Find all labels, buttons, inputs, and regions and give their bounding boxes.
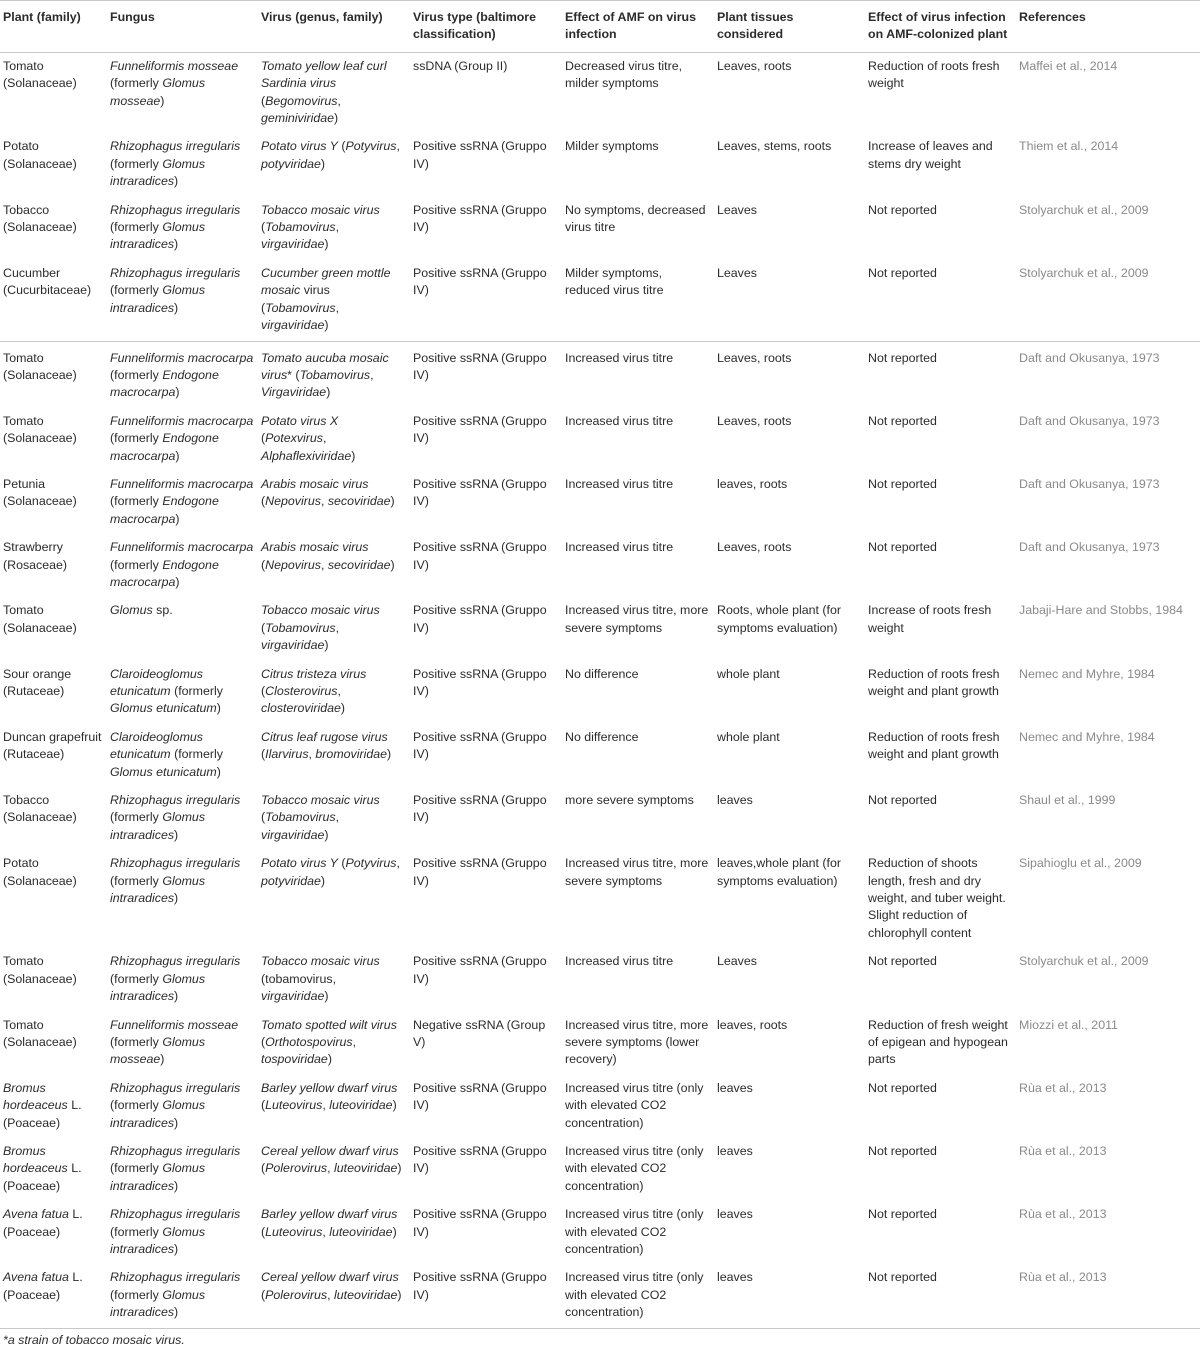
cell-plant: Tomato (Solanaceae) xyxy=(0,341,107,408)
cell-virus: Arabis mosaic virus (Nepovirus, secoviridae) xyxy=(261,540,395,572)
cell-effect-virus: Not reported xyxy=(868,954,937,969)
cell-virus: Tomato aucuba mosaic virus* (Tobamovirus, Virgaviridae) xyxy=(258,341,410,408)
cell-reference: Stolyarchuk et al., 2009 xyxy=(1019,265,1149,280)
table-row xyxy=(0,341,1200,408)
cell-plant: Tomato (Solanaceae) xyxy=(3,58,77,91)
cell-plant: Avena fatua L. (Poaceae) xyxy=(3,1207,83,1239)
cell-reference: Rùa et al., 2013 xyxy=(1019,1143,1107,1158)
cell-fungus: Glomus sp. xyxy=(110,603,173,618)
cell-virus: Potato virus X (Potexvirus, Alphaflexiviridae) xyxy=(261,413,356,463)
cell-effect-virus: Reduction of roots fresh weight and plant growth xyxy=(868,729,1000,762)
cell-effect-virus: Not reported xyxy=(868,1143,937,1158)
cell-plant: Sour orange (Rutaceae) xyxy=(3,666,72,698)
table-row xyxy=(0,471,1200,534)
table-row xyxy=(0,260,1200,341)
cell-virus-type: Positive ssRNA (Gruppo IV) xyxy=(413,954,547,986)
cell-virus: Tomato yellow leaf curl Sardinia virus (Begomovirus, geminiviridae) xyxy=(261,58,387,126)
cell-virus: Tobacco mosaic virus (tobamovirus, virgaviridae) xyxy=(261,954,380,1004)
cell-effect-amf: Increased virus titre xyxy=(565,540,674,555)
cell-virus: Arabis mosaic virus (Nepovirus, secoviridae) xyxy=(261,476,395,509)
cell-plant: Tomato (Solanaceae) xyxy=(3,1017,77,1049)
cell-fungus: Funneliformis macrocarpa (formerly Endogone macrocarpa) xyxy=(107,341,258,408)
cell-reference: Maffei et al., 2014 xyxy=(1019,58,1118,73)
cell-reference: Miozzi et al., 2011 xyxy=(1019,1017,1118,1032)
table-row xyxy=(0,534,1200,597)
cell-reference: Daft and Okusanya, 1973 xyxy=(1019,413,1160,428)
cell-reference: Stolyarchuk et al., 2009 xyxy=(1019,954,1149,969)
cell-virus-type: Positive ssRNA (Gruppo IV) xyxy=(413,1207,547,1239)
cell-virus: Tobacco mosaic virus (Tobamovirus, virgaviridae) xyxy=(261,202,380,252)
cell-reference: Daft and Okusanya, 1973 xyxy=(1019,540,1160,555)
cell-effect-amf: No difference xyxy=(565,729,639,744)
cell-tissues: whole plant xyxy=(717,729,780,744)
cell-virus-type: Positive ssRNA (Gruppo IV) xyxy=(413,793,547,825)
cell-effect-virus: Increase of roots fresh weight xyxy=(868,603,992,635)
cell-tissues: Leaves, roots xyxy=(717,413,792,428)
cell-effect-virus: Not reported xyxy=(868,476,937,491)
cell-plant: Petunia (Solanaceae) xyxy=(3,476,77,509)
cell-virus-type: Positive ssRNA (Gruppo IV) xyxy=(410,341,562,408)
table-row xyxy=(0,1075,1200,1138)
cell-virus-type: Positive ssRNA (Gruppo IV) xyxy=(413,476,547,509)
cell-virus: Citrus tristeza virus (Closterovirus, closteroviridae) xyxy=(261,666,367,716)
cell-tissues: Leaves xyxy=(717,265,757,280)
cell-plant: Bromus hordeaceus L. (Poaceae) xyxy=(3,1143,82,1193)
cell-reference: Sipahioglu et al., 2009 xyxy=(1019,856,1142,871)
cell-virus-type: Positive ssRNA (Gruppo IV) xyxy=(413,729,547,762)
cell-plant: Potato (Solanaceae) xyxy=(3,856,77,888)
cell-tissues: Leaves, roots xyxy=(714,341,865,408)
cell-tissues: leaves xyxy=(717,1080,753,1095)
cell-effect-amf: Decreased virus titre, milder symptoms xyxy=(565,58,683,91)
cell-fungus: Funneliformis macrocarpa (formerly Endogone macrocarpa) xyxy=(110,540,254,589)
cell-tissues: Leaves, stems, roots xyxy=(717,139,832,154)
table-row xyxy=(0,1138,1200,1201)
cell-fungus: Rhizophagus irregularis (formerly Glomus intraradices) xyxy=(110,1207,241,1256)
cell-virus: Barley yellow dwarf virus (Luteovirus, luteoviridae) xyxy=(261,1207,398,1239)
table-row xyxy=(0,408,1200,471)
cell-tissues: leaves, roots xyxy=(717,1017,788,1032)
cell-tissues: leaves, roots xyxy=(717,476,788,491)
cell-effect-amf: Milder symptoms xyxy=(565,139,659,154)
cell-reference: Rùa et al., 2013 xyxy=(1019,1080,1107,1095)
cell-effect-virus: Not reported xyxy=(868,1080,937,1095)
cell-plant: Cucumber (Cucurbitaceae) xyxy=(3,265,92,298)
cell-fungus: Funneliformis mosseae (formerly Glomus mosseae) xyxy=(110,1017,239,1067)
table-footnote: *a strain of tobacco mosaic virus. xyxy=(3,1332,185,1347)
cell-effect-amf: Increased virus titre xyxy=(565,954,674,969)
cell-effect-virus: Not reported xyxy=(868,1207,937,1222)
cell-plant: Tobacco (Solanaceae) xyxy=(3,793,77,825)
cell-tissues: Leaves xyxy=(717,202,757,217)
cell-reference: Thiem et al., 2014 xyxy=(1019,139,1119,154)
cell-virus: Cereal yellow dwarf virus (Polerovirus, luteoviridae) xyxy=(261,1143,402,1176)
cell-plant: Duncan grapefruit (Rutaceae) xyxy=(3,729,102,762)
table-row xyxy=(0,850,1200,948)
cell-virus-type: Positive ssRNA (Gruppo IV) xyxy=(413,603,547,635)
cell-effect-amf: Increased virus titre xyxy=(565,476,674,491)
table-row xyxy=(0,948,1200,1011)
cell-tissues: Roots, whole plant (for symptoms evaluation) xyxy=(717,603,841,635)
cell-effect-amf: Increased virus titre (only with elevated CO2 concentration) xyxy=(565,1080,704,1130)
table-row xyxy=(0,197,1200,260)
cell-virus: Cucumber green mottle mosaic virus (Tobamovirus, virgaviridae) xyxy=(261,265,391,333)
cell-effect-virus: Not reported xyxy=(865,341,1016,408)
cell-fungus: Rhizophagus irregularis (formerly Glomus intraradices) xyxy=(107,1264,258,1328)
cell-plant: Avena fatua L. (Poaceae) xyxy=(0,1264,107,1328)
cell-virus-type: Positive ssRNA (Gruppo IV) xyxy=(413,265,547,298)
cell-fungus: Claroideoglomus etunicatum (formerly Glomus etunicatum) xyxy=(110,729,223,779)
cell-effect-amf: Increased virus titre xyxy=(565,413,674,428)
cell-effect-virus: Not reported xyxy=(868,793,937,808)
cell-tissues: whole plant xyxy=(717,666,780,681)
cell-fungus: Funneliformis mosseae (formerly Glomus mosseae) xyxy=(110,58,239,108)
header-virus: Virus (genus, family) xyxy=(258,1,410,53)
cell-effect-amf: Increased virus titre (only with elevated CO2 concentration) xyxy=(562,1264,714,1328)
cell-reference: Nemec and Myhre, 1984 xyxy=(1019,729,1155,744)
cell-virus-type: Positive ssRNA (Gruppo IV) xyxy=(413,540,547,572)
cell-fungus: Rhizophagus irregularis (formerly Glomus intraradices) xyxy=(110,1143,241,1193)
table-row xyxy=(0,133,1200,196)
cell-effect-amf: No difference xyxy=(565,666,639,681)
cell-tissues: leaves xyxy=(714,1264,865,1328)
cell-effect-amf: Increased virus titre, more severe symptoms xyxy=(565,603,709,635)
cell-virus-type: Positive ssRNA (Gruppo IV) xyxy=(413,666,547,698)
header-tissues: Plant tissues considered xyxy=(714,1,865,53)
table-row xyxy=(0,52,1200,133)
cell-fungus: Rhizophagus irregularis (formerly Glomus intraradices) xyxy=(110,793,241,842)
cell-effect-amf: Increased virus titre, more severe symptoms (lower recovery) xyxy=(565,1017,709,1067)
cell-fungus: Claroideoglomus etunicatum (formerly Glomus etunicatum) xyxy=(110,666,223,716)
cell-reference: Rùa et al., 2013 xyxy=(1019,1207,1107,1222)
cell-effect-virus: Not reported xyxy=(865,1264,1016,1328)
cell-tissues: Leaves, roots xyxy=(717,540,792,555)
cell-virus: Citrus leaf rugose virus (Ilarvirus, bromoviridae) xyxy=(261,729,392,762)
cell-reference: Daft and Okusanya, 1973 xyxy=(1016,341,1200,408)
table-row xyxy=(0,1012,1200,1075)
cell-effect-virus: Not reported xyxy=(868,540,937,555)
cell-tissues: leaves xyxy=(717,1143,753,1158)
header-row xyxy=(0,1,1200,53)
cell-effect-virus: Not reported xyxy=(868,265,937,280)
header-references: References xyxy=(1016,1,1200,53)
cell-virus-type: ssDNA (Group II) xyxy=(413,58,508,73)
cell-fungus: Funneliformis macrocarpa (formerly Endogone macrocarpa) xyxy=(110,476,254,526)
cell-virus-type: Positive ssRNA (Gruppo IV) xyxy=(413,413,547,446)
cell-virus-type: Positive ssRNA (Gruppo IV) xyxy=(413,1080,547,1113)
cell-tissues: leaves xyxy=(717,793,753,808)
cell-effect-amf: Increased virus titre (only with elevated CO2 concentration) xyxy=(565,1207,704,1256)
cell-plant: Tomato (Solanaceae) xyxy=(3,603,77,635)
cell-plant: Tobacco (Solanaceae) xyxy=(3,202,77,235)
cell-reference: Nemec and Myhre, 1984 xyxy=(1019,666,1155,681)
table-row xyxy=(0,724,1200,787)
cell-effect-virus: Not reported xyxy=(868,413,937,428)
cell-virus-type: Positive ssRNA (Gruppo IV) xyxy=(410,1264,562,1328)
cell-virus: Cereal yellow dwarf virus (Polerovirus, luteoviridae) xyxy=(258,1264,410,1328)
cell-tissues: Leaves xyxy=(717,954,757,969)
cell-fungus: Rhizophagus irregularis (formerly Glomus intraradices) xyxy=(110,856,241,906)
table-row xyxy=(0,661,1200,724)
cell-effect-virus: Not reported xyxy=(868,202,937,217)
cell-reference: Rùa et al., 2013 xyxy=(1016,1264,1200,1328)
table-row xyxy=(0,597,1200,660)
cell-plant: Strawberry (Rosaceae) xyxy=(3,540,68,572)
cell-plant: Bromus hordeaceus L. (Poaceae) xyxy=(3,1080,82,1130)
cell-effect-amf: Increased virus titre xyxy=(562,341,714,408)
cell-reference: Stolyarchuk et al., 2009 xyxy=(1019,202,1149,217)
table-row xyxy=(0,1201,1200,1264)
cell-fungus: Rhizophagus irregularis (formerly Glomus intraradices) xyxy=(110,1080,241,1130)
header-plant: Plant (family) xyxy=(0,1,107,53)
cell-effect-virus: Reduction of shoots length, fresh and dry weight, and tuber weight. Slight reduction of chlorophyll content xyxy=(868,856,1006,940)
header-effect-amf: Effect of AMF on virus infection xyxy=(562,1,714,53)
cell-virus-type: Negative ssRNA (Group V) xyxy=(413,1017,546,1049)
cell-virus: Tobacco mosaic virus (Tobamovirus, virgaviridae) xyxy=(261,603,380,653)
cell-fungus: Rhizophagus irregularis (formerly Glomus intraradices) xyxy=(110,954,241,1004)
cell-reference: Jabaji-Hare and Stobbs, 1984 xyxy=(1019,603,1183,618)
cell-tissues: leaves xyxy=(717,1207,753,1222)
table-row xyxy=(0,1264,1200,1328)
cell-effect-amf: No symptoms, decreased virus titre xyxy=(565,202,706,235)
cell-virus-type: Positive ssRNA (Gruppo IV) xyxy=(413,1143,547,1176)
cell-effect-virus: Reduction of roots fresh weight xyxy=(868,58,1000,91)
cell-fungus: Rhizophagus irregularis (formerly Glomus intraradices) xyxy=(110,202,241,252)
cell-virus: Tobacco mosaic virus (Tobamovirus, virgaviridae) xyxy=(261,793,380,842)
cell-plant: Tomato (Solanaceae) xyxy=(3,954,77,986)
cell-virus-type: Positive ssRNA (Gruppo IV) xyxy=(413,139,547,171)
header-fungus: Fungus xyxy=(107,1,258,53)
cell-reference: Daft and Okusanya, 1973 xyxy=(1019,476,1160,491)
cell-fungus: Rhizophagus irregularis (formerly Glomus intraradices) xyxy=(110,139,241,189)
cell-virus-type: Positive ssRNA (Gruppo IV) xyxy=(413,202,547,235)
cell-effect-amf: more severe symptoms xyxy=(565,793,694,808)
cell-effect-virus: Reduction of roots fresh weight and plant growth xyxy=(868,666,1000,698)
cell-effect-virus: Reduction of fresh weight of epigean and hypogean parts xyxy=(868,1017,1008,1067)
cell-virus: Potato virus Y (Potyvirus, potyviridae) xyxy=(261,856,400,888)
cell-fungus: Rhizophagus irregularis (formerly Glomus intraradices) xyxy=(110,265,241,315)
cell-effect-virus: Increase of leaves and stems dry weight xyxy=(868,139,993,171)
cell-fungus: Funneliformis macrocarpa (formerly Endogone macrocarpa) xyxy=(110,413,254,463)
cell-plant: Potato (Solanaceae) xyxy=(3,139,77,171)
cell-virus: Tomato spotted wilt virus (Orthotospovirus, tospoviridae) xyxy=(261,1017,397,1067)
cell-tissues: Leaves, roots xyxy=(717,58,792,73)
cell-effect-amf: Milder symptoms, reduced virus titre xyxy=(565,265,664,298)
cell-effect-amf: Increased virus titre (only with elevated CO2 concentration) xyxy=(565,1143,704,1193)
header-effect-virus: Effect of virus infection on AMF-colonized plant xyxy=(865,1,1016,53)
cell-virus: Barley yellow dwarf virus (Luteovirus, luteoviridae) xyxy=(261,1080,398,1113)
header-virus-type: Virus type (baltimore classification) xyxy=(410,1,562,53)
cell-virus-type: Positive ssRNA (Gruppo IV) xyxy=(413,856,547,888)
cell-effect-amf: Increased virus titre, more severe symptoms xyxy=(565,856,709,888)
cell-plant: Tomato (Solanaceae) xyxy=(3,413,77,446)
cell-reference: Shaul et al., 1999 xyxy=(1019,793,1116,808)
cell-tissues: leaves,whole plant (for symptoms evaluation) xyxy=(717,856,841,888)
cell-virus: Potato virus Y (Potyvirus, potyviridae) xyxy=(261,139,400,171)
table-row xyxy=(0,787,1200,850)
